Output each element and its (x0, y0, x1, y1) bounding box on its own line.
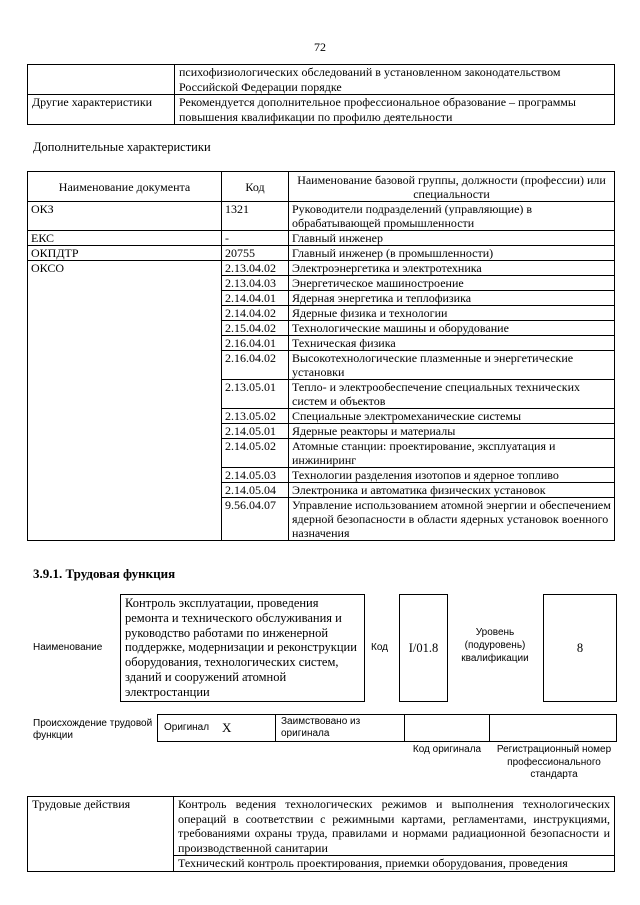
cell-code: 2.13.04.03 (222, 276, 289, 291)
cell-code: 1321 (222, 202, 289, 231)
table-row (28, 261, 615, 276)
table-cell-label: Другие характеристики (28, 95, 175, 125)
table-row (28, 65, 615, 95)
action-item: Контроль ведения технологических режимов и выполнения технологических операций в соответствии с режимными картами, регламентами, инструкциями, требованиями охраны труда, правилами и нормами радиационной безопасности и производственной санитарии (174, 797, 615, 856)
documents-table-body (28, 202, 615, 541)
cell-name: Руководители подразделений (управляющие) в обрабатывающей промышленности (289, 202, 615, 231)
table-row (28, 202, 615, 231)
function-name: Контроль эксплуатации, проведения ремонта и технического обслуживания и руководство работами по инженерной поддержке, модернизации и реконструкции оборудования, технологических систем, зданий и сооружений атомной электростанции (125, 596, 357, 699)
cell-code: - (222, 231, 289, 246)
table-cell-value: психофизиологических обследований в установленном законодательством Российской Федерации порядке (175, 65, 615, 95)
cell-code: 2.14.04.02 (222, 306, 289, 321)
header-document: Наименование документа (28, 172, 222, 202)
cell-code: 2.15.04.02 (222, 321, 289, 336)
actions-label: Трудовые действия (28, 797, 174, 872)
cell-name: Управление использованием атомной энергии и обеспечением ядерной безопасности в области ядерных установок военного назначения (289, 498, 615, 541)
cell-name: Высокотехнологические плазменные и энергетические установки (289, 351, 615, 380)
cell-code: 2.13.05.02 (222, 409, 289, 424)
cell-code: 2.14.05.01 (222, 424, 289, 439)
code-label: Код (371, 642, 389, 653)
page-number: 72 (314, 40, 326, 54)
cell-name: Главный инженер (289, 231, 615, 246)
cell-name: Тепло- и электрообеспечение специальных технических систем и объектов (289, 380, 615, 409)
level-box (543, 594, 617, 702)
code-value: I/01.8 (408, 641, 439, 655)
table-cell-value: Рекомендуется дополнительное профессиональное образование – программы повышения квалификации по профилю деятельности (175, 95, 615, 125)
cell-document: ОКЗ (28, 202, 222, 231)
additional-characteristics-heading: Дополнительные характеристики (33, 140, 211, 154)
divider (404, 715, 405, 741)
reg-number-label: Регистрационный номер профессионального стандарта (496, 744, 612, 780)
cell-name: Главный инженер (в промышленности) (289, 246, 615, 261)
table-row (28, 95, 615, 125)
cell-name: Ядерные реакторы и материалы (289, 424, 615, 439)
cell-code: 20755 (222, 246, 289, 261)
cell-name: Атомные станции: проектирование, эксплуатация и инжиниринг (289, 439, 615, 468)
cell-name: Ядерная энергетика и теплофизика (289, 291, 615, 306)
cell-code: 2.16.04.01 (222, 336, 289, 351)
level-value: 8 (576, 641, 584, 655)
cell-document: ОКСО (28, 261, 222, 541)
divider (275, 715, 276, 741)
cell-code: 9.56.04.07 (222, 498, 289, 541)
table-row (28, 246, 615, 261)
original-label: Оригинал (164, 722, 210, 733)
origin-label: Происхождение трудовой функции (33, 718, 153, 741)
action-item: Технический контроль проектирования, приемки оборудования, проведения (174, 856, 615, 872)
cell-code: 2.14.05.02 (222, 439, 289, 468)
cell-name: Электроэнергетика и электротехника (289, 261, 615, 276)
function-name-box (120, 594, 365, 702)
characteristics-table (27, 64, 615, 125)
table-cell-label (28, 65, 175, 95)
cell-name: Специальные электромеханические системы (289, 409, 615, 424)
cell-name: Электроника и автоматика физических установок (289, 483, 615, 498)
code-original-label: Код оригинала (412, 744, 482, 755)
labor-actions-table (27, 796, 615, 872)
cell-code: 2.16.04.02 (222, 351, 289, 380)
cell-code: 2.13.04.02 (222, 261, 289, 276)
divider (489, 715, 490, 741)
name-label: Наименование (33, 642, 103, 653)
table-row (28, 231, 615, 246)
level-label: Уровень (подуровень) квалификации (461, 627, 529, 664)
header-code: Код (222, 172, 289, 202)
cell-document: ЕКС (28, 231, 222, 246)
cell-code: 2.14.04.01 (222, 291, 289, 306)
cell-code: 2.13.05.01 (222, 380, 289, 409)
table-row (28, 797, 615, 856)
cell-code: 2.14.05.04 (222, 483, 289, 498)
cell-name: Энергетическое машиностроение (289, 276, 615, 291)
labor-function-heading: 3.9.1. Трудовая функция (33, 566, 176, 581)
cell-code: 2.14.05.03 (222, 468, 289, 483)
documents-table (27, 171, 615, 541)
cell-name: Техническая физика (289, 336, 615, 351)
borrowed-label: Заимствовано из оригинала (281, 716, 361, 739)
cell-name: Технологические машины и оборудование (289, 321, 615, 336)
cell-name: Технологии разделения изотопов и ядерное топливо (289, 468, 615, 483)
cell-document: ОКПДТР (28, 246, 222, 261)
original-mark: X (222, 720, 232, 735)
header-name: Наименование базовой группы, должности (профессии) или специальности (289, 172, 615, 202)
cell-name: Ядерные физика и технологии (289, 306, 615, 321)
table-header-row (28, 172, 615, 202)
code-box (399, 594, 448, 702)
